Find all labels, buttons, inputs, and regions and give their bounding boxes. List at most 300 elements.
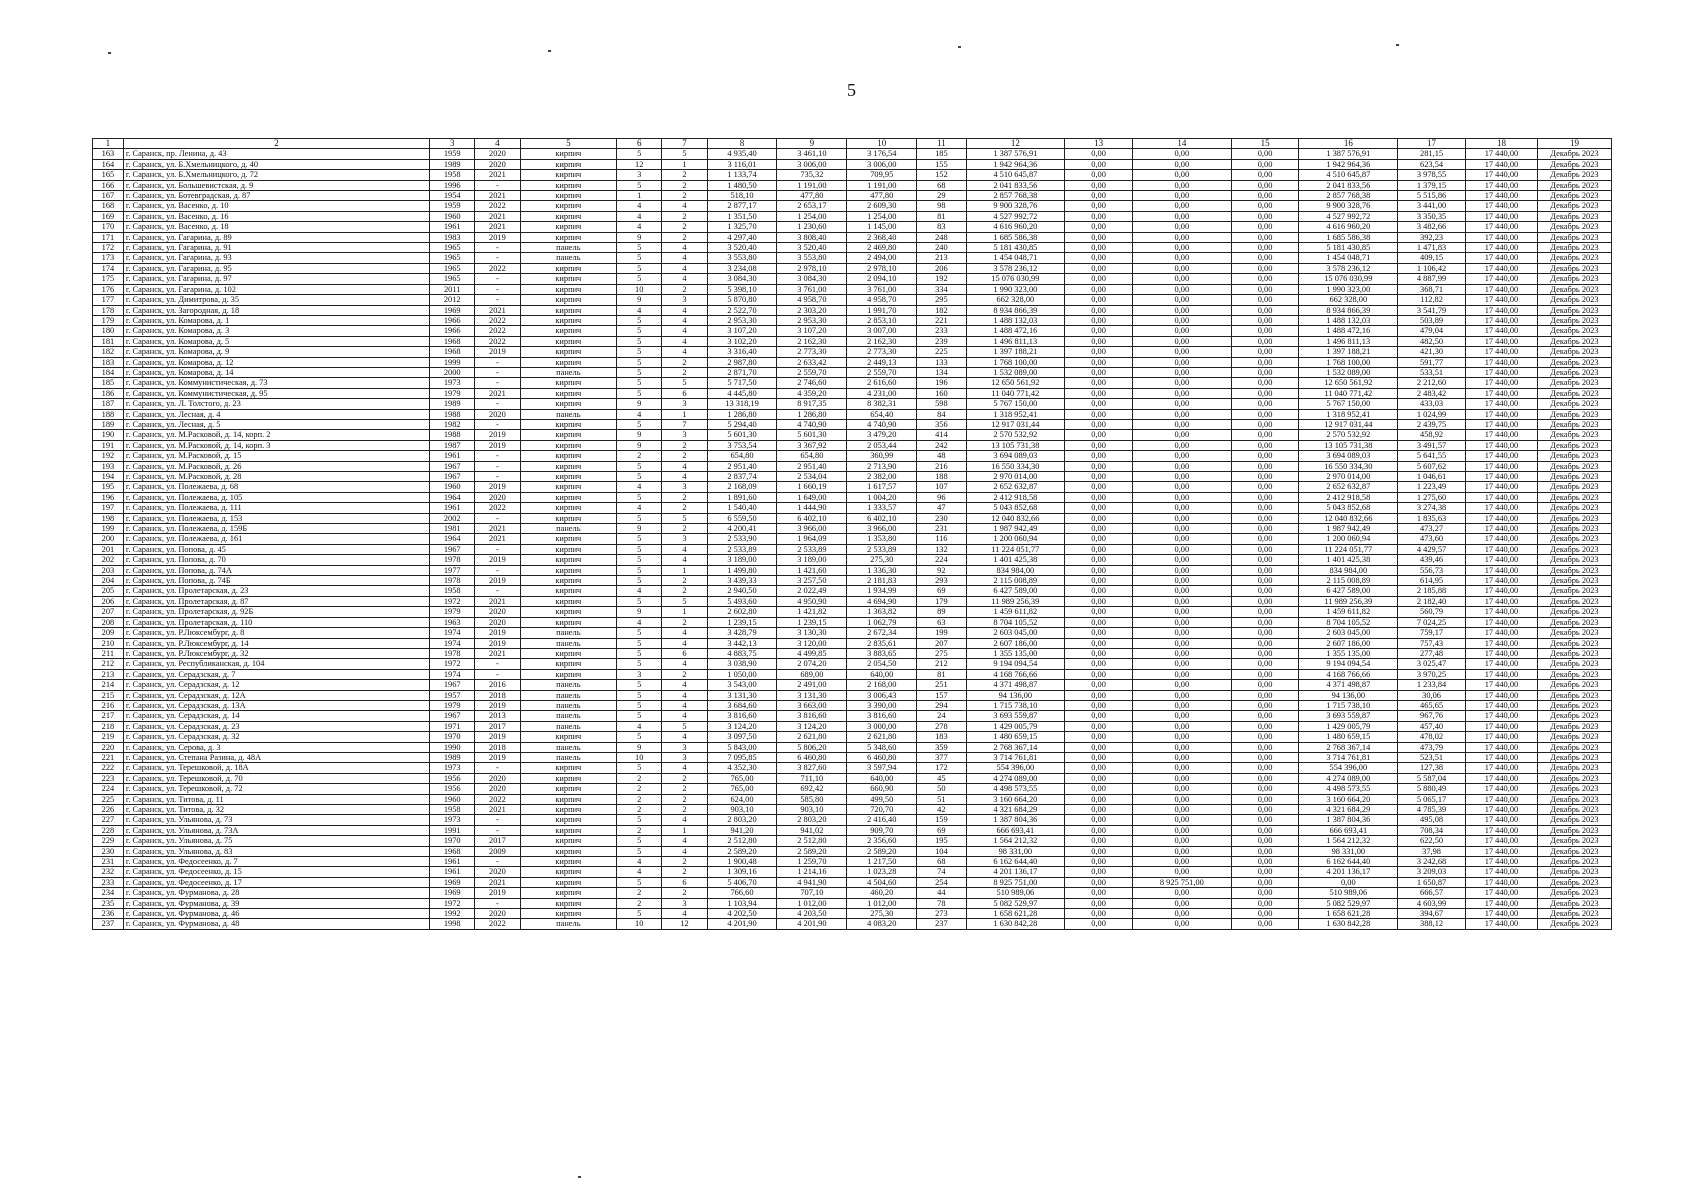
table-cell: 0,00 (1065, 784, 1133, 794)
table-cell: 78 (917, 898, 966, 908)
table-cell: 4 202,50 (707, 909, 777, 919)
table-cell: 735,32 (777, 170, 847, 180)
table-cell: 0,00 (1231, 721, 1299, 731)
table-cell: 45 (917, 773, 966, 783)
table-cell: 0,00 (1065, 222, 1133, 232)
table-cell: 0,00 (1065, 191, 1133, 201)
table-cell: 3 883,65 (847, 648, 917, 658)
table-cell: 5 601,30 (777, 430, 847, 440)
table-cell: 0,00 (1133, 628, 1232, 638)
table-cell: 17 440,00 (1465, 399, 1537, 409)
table-cell: 1 459 611,82 (966, 607, 1065, 617)
table-cell: 0,00 (1065, 336, 1133, 346)
table-cell: 1 318 952,41 (966, 409, 1065, 419)
table-cell: 1999 (430, 357, 475, 367)
table-cell: 3 966,00 (847, 524, 917, 534)
table-cell: Декабрь 2023 (1537, 492, 1611, 502)
table-cell: 2020 (475, 773, 520, 783)
table-cell: 4 (662, 201, 707, 211)
table-cell: 275,30 (847, 909, 917, 919)
table-cell: 0,00 (1133, 825, 1232, 835)
table-cell: 94 136,00 (966, 690, 1065, 700)
table-cell: 3 (662, 430, 707, 440)
table-row (93, 326, 1612, 336)
table-cell: 10 (617, 284, 662, 294)
table-cell: 1956 (430, 773, 475, 783)
table-cell: 2 094,10 (847, 274, 917, 284)
table-cell: 194 (93, 472, 124, 482)
table-cell: 15 076 030,99 (1299, 274, 1398, 284)
table-cell: 2 853,10 (847, 315, 917, 325)
table-cell: кирпич (520, 659, 617, 669)
table-cell: 2 (617, 805, 662, 815)
table-cell: 212 (917, 659, 966, 669)
address-cell: г. Саранск, ул. Терешковой, д. 18А (123, 763, 429, 773)
table-cell: 0,00 (1231, 180, 1299, 190)
table-cell: 196 (93, 492, 124, 502)
table-cell: 17 440,00 (1465, 596, 1537, 606)
table-cell: 235 (93, 898, 124, 908)
table-cell: 1 715 738,10 (1299, 700, 1398, 710)
table-cell: 0,00 (1231, 222, 1299, 232)
table-cell: 217 (93, 711, 124, 721)
table-cell: 1 353,80 (847, 534, 917, 544)
address-cell: г. Саранск, ул. Фурманова, д. 39 (123, 898, 429, 908)
table-cell: панель (520, 919, 617, 929)
table-cell: 3 (662, 742, 707, 752)
table-cell: 17 440,00 (1465, 742, 1537, 752)
table-cell: 1 835,63 (1398, 513, 1466, 523)
table-cell: 1 351,50 (707, 211, 777, 221)
table-cell: 666,57 (1398, 888, 1466, 898)
table-cell: 0,00 (1133, 659, 1232, 669)
table-cell: 1 991,70 (847, 305, 917, 315)
table-cell: 409,15 (1398, 253, 1466, 263)
table-row (93, 648, 1612, 658)
table-cell: 17 440,00 (1465, 513, 1537, 523)
table-cell: 6 (662, 877, 707, 887)
table-cell: - (475, 451, 520, 461)
table-cell: 0,00 (1065, 617, 1133, 627)
table-cell: 0,00 (1133, 503, 1232, 513)
table-cell: кирпич (520, 378, 617, 388)
table-row (93, 440, 1612, 450)
table-cell: кирпич (520, 326, 617, 336)
table-cell: 8 925 751,00 (1133, 877, 1232, 887)
table-cell: Декабрь 2023 (1537, 284, 1611, 294)
header-cell: 12 (966, 139, 1065, 149)
table-cell: - (475, 367, 520, 377)
table-cell: 17 440,00 (1465, 617, 1537, 627)
table-cell: 4 499,85 (777, 648, 847, 658)
table-cell: 2021 (475, 648, 520, 658)
table-cell: 2 181,83 (847, 576, 917, 586)
table-cell: 1 336,30 (847, 565, 917, 575)
table-cell: 3 (662, 295, 707, 305)
table-cell: 2 (662, 805, 707, 815)
table-cell: Декабрь 2023 (1537, 149, 1611, 159)
table-cell: 4 371 498,87 (966, 680, 1065, 690)
table-cell: 1 239,15 (707, 617, 777, 627)
table-cell: 132 (917, 544, 966, 554)
table-cell: 1960 (430, 482, 475, 492)
table-cell: кирпич (520, 222, 617, 232)
table-cell: 1 254,00 (847, 211, 917, 221)
table-cell: 17 440,00 (1465, 482, 1537, 492)
table-cell: 98 331,00 (966, 846, 1065, 856)
table-cell: 1 444,90 (777, 503, 847, 513)
table-cell: 0,00 (1065, 159, 1133, 169)
table-cell: - (475, 274, 520, 284)
address-cell: г. Саранск, ул. Попова, д. 70 (123, 555, 429, 565)
table-cell: 2 (617, 825, 662, 835)
table-cell: 0,00 (1133, 857, 1232, 867)
address-cell: г. Саранск, ул. Загородная, д. 18 (123, 305, 429, 315)
table-cell: 4 883,75 (707, 648, 777, 658)
table-cell: 1970 (430, 836, 475, 846)
table-cell: Декабрь 2023 (1537, 752, 1611, 762)
table-cell: 201 (93, 544, 124, 554)
header-cell: 3 (430, 139, 475, 149)
table-cell: 0,00 (1065, 576, 1133, 586)
table-cell: 2 602,80 (707, 607, 777, 617)
table-cell: 17 440,00 (1465, 586, 1537, 596)
table-cell: 2017 (475, 721, 520, 731)
table-cell: 17 440,00 (1465, 472, 1537, 482)
table-cell: 17 440,00 (1465, 430, 1537, 440)
table-cell: 157 (917, 690, 966, 700)
table-cell: 104 (917, 846, 966, 856)
table-cell: 209 (93, 628, 124, 638)
table-cell: 2 (662, 357, 707, 367)
table-cell: 17 440,00 (1465, 867, 1537, 877)
table-cell: 3 491,57 (1398, 440, 1466, 450)
table-cell: 1 363,82 (847, 607, 917, 617)
table-cell: 223 (93, 773, 124, 783)
table-cell: 3 097,50 (707, 732, 777, 742)
table-row (93, 222, 1612, 232)
table-cell: 0,00 (1231, 388, 1299, 398)
table-cell: 2 162,30 (847, 336, 917, 346)
table-cell: 2 803,20 (777, 815, 847, 825)
table-cell: 0,00 (1065, 180, 1133, 190)
table-cell: 0,00 (1133, 347, 1232, 357)
table-cell: Декабрь 2023 (1537, 648, 1611, 658)
table-cell: 2019 (475, 752, 520, 762)
table-row (93, 305, 1612, 315)
table-cell: 8 704 105,52 (1299, 617, 1398, 627)
table-cell: 4 950,90 (777, 596, 847, 606)
table-cell: 5 (662, 596, 707, 606)
table-cell: 0,00 (1065, 451, 1133, 461)
table-cell: 17 440,00 (1465, 419, 1537, 429)
table-cell: 0,00 (1231, 191, 1299, 201)
table-cell: 275,30 (847, 555, 917, 565)
table-cell: 2019 (475, 628, 520, 638)
table-cell: 1 942 964,36 (966, 159, 1065, 169)
table-cell: 1966 (430, 315, 475, 325)
table-cell: 17 440,00 (1465, 492, 1537, 502)
table-cell: 112,82 (1398, 295, 1466, 305)
table-cell: 63 (917, 617, 966, 627)
table-cell: Декабрь 2023 (1537, 243, 1611, 253)
table-cell: 204 (93, 576, 124, 586)
table-cell: 5 (617, 378, 662, 388)
table-cell: 84 (917, 409, 966, 419)
table-cell: 13 105 731,38 (966, 440, 1065, 450)
table-cell: 5 767 150,00 (966, 399, 1065, 409)
table-cell: 2 837,74 (707, 472, 777, 482)
table-row (93, 243, 1612, 253)
table-cell: 4 935,40 (707, 149, 777, 159)
table-cell: 17 440,00 (1465, 409, 1537, 419)
table-cell: 0,00 (1231, 461, 1299, 471)
table-cell: 4 (662, 815, 707, 825)
table-cell: - (475, 472, 520, 482)
table-cell: 2019 (475, 430, 520, 440)
table-cell: 5 (617, 326, 662, 336)
table-cell: 160 (917, 388, 966, 398)
address-cell: г. Саранск, ул. Фурманова, д. 28 (123, 888, 429, 898)
table-cell: 224 (93, 784, 124, 794)
table-cell: 4 201 136,17 (1299, 867, 1398, 877)
table-cell: 4 (662, 732, 707, 742)
table-cell: 2 978,10 (847, 263, 917, 273)
table-cell: - (475, 419, 520, 429)
table-cell: 3 038,90 (707, 659, 777, 669)
table-cell: 4 (662, 555, 707, 565)
table-cell: 660,90 (847, 784, 917, 794)
table-cell: панель (520, 711, 617, 721)
table-cell: панель (520, 367, 617, 377)
table-cell: кирпич (520, 274, 617, 284)
table-cell: 17 440,00 (1465, 295, 1537, 305)
table-cell: Декабрь 2023 (1537, 576, 1611, 586)
table-cell: 3 694 089,03 (966, 451, 1065, 461)
table-row (93, 628, 1612, 638)
table-cell: 0,00 (1133, 409, 1232, 419)
table-cell: 4 887,99 (1398, 274, 1466, 284)
table-cell: 0,00 (1231, 607, 1299, 617)
table-cell: 1 987 942,49 (1299, 524, 1398, 534)
address-cell: г. Саранск, ул. Титова, д. 32 (123, 805, 429, 815)
table-cell: 0,00 (1231, 857, 1299, 867)
table-cell: 17 440,00 (1465, 284, 1537, 294)
table-cell: 2 559,70 (847, 367, 917, 377)
table-cell: 94 136,00 (1299, 690, 1398, 700)
address-cell: г. Саранск, ул. Р.Люксембург, д. 8 (123, 628, 429, 638)
table-row (93, 399, 1612, 409)
table-cell: 4 (617, 409, 662, 419)
table-cell: 2 653,17 (777, 201, 847, 211)
table-cell: 230 (917, 513, 966, 523)
address-cell: г. Саранск, ул. Пролетарская, д. 23 (123, 586, 429, 596)
header-cell: 16 (1299, 139, 1398, 149)
table-cell: 1961 (430, 451, 475, 461)
table-cell: 2021 (475, 877, 520, 887)
table-cell: 0,00 (1231, 253, 1299, 263)
table-cell: - (475, 284, 520, 294)
table-cell: Декабрь 2023 (1537, 513, 1611, 523)
table-cell: 248 (917, 232, 966, 242)
table-cell: 1959 (430, 201, 475, 211)
table-cell: 17 440,00 (1465, 877, 1537, 887)
table-cell: 5 (617, 846, 662, 856)
table-cell: кирпич (520, 732, 617, 742)
table-cell: 2021 (475, 388, 520, 398)
table-cell: 5 (662, 149, 707, 159)
table-cell: 11 040 771,42 (1299, 388, 1398, 398)
table-cell: 237 (917, 919, 966, 929)
table-cell: Декабрь 2023 (1537, 222, 1611, 232)
table-cell: 3 390,00 (847, 700, 917, 710)
table-cell: Декабрь 2023 (1537, 867, 1611, 877)
table-cell: 2017 (475, 836, 520, 846)
table-cell: 1965 (430, 274, 475, 284)
table-cell: 0,00 (1065, 773, 1133, 783)
table-cell: 4 740,90 (847, 419, 917, 429)
table-cell: 51 (917, 794, 966, 804)
table-cell: 0,00 (1231, 700, 1299, 710)
table-cell: 0,00 (1133, 191, 1232, 201)
table-cell: 0,00 (1065, 555, 1133, 565)
table-cell: 3 350,35 (1398, 211, 1466, 221)
table-cell: Декабрь 2023 (1537, 524, 1611, 534)
table-cell: 1967 (430, 680, 475, 690)
table-cell: - (475, 763, 520, 773)
table-cell: 3 482,66 (1398, 222, 1466, 232)
table-cell: 1972 (430, 596, 475, 606)
table-cell: 4 504,60 (847, 877, 917, 887)
table-cell: 17 440,00 (1465, 451, 1537, 461)
table-cell: 17 440,00 (1465, 336, 1537, 346)
table-cell: 17 440,00 (1465, 576, 1537, 586)
table-cell: 2 (617, 784, 662, 794)
table-cell: 0,00 (1065, 378, 1133, 388)
table-cell: Декабрь 2023 (1537, 274, 1611, 284)
table-cell: кирпич (520, 419, 617, 429)
table-cell: 0,00 (1133, 648, 1232, 658)
table-cell: 5 (617, 576, 662, 586)
table-cell: 640,00 (847, 773, 917, 783)
table-cell: 2 412 918,58 (966, 492, 1065, 502)
table-cell: кирпич (520, 482, 617, 492)
table-cell: 3 966,00 (777, 524, 847, 534)
table-cell: 17 440,00 (1465, 648, 1537, 658)
table-cell: 0,00 (1133, 253, 1232, 263)
table-cell: панель (520, 628, 617, 638)
table-cell: 2018 (475, 690, 520, 700)
table-cell: 17 440,00 (1465, 846, 1537, 856)
table-cell: 68 (917, 180, 966, 190)
table-row (93, 846, 1612, 856)
table-cell: 0,00 (1133, 180, 1232, 190)
table-cell: 0,00 (1065, 596, 1133, 606)
table-cell: 765,00 (707, 773, 777, 783)
table-cell: 0,00 (1133, 357, 1232, 367)
table-row (93, 898, 1612, 908)
table-cell: 0,00 (1231, 472, 1299, 482)
table-cell: 2018 (475, 742, 520, 752)
table-cell: 17 440,00 (1465, 315, 1537, 325)
table-cell: 2 603 045,00 (1299, 628, 1398, 638)
address-cell: г. Саранск, ул. Федосеенко, д. 7 (123, 857, 429, 867)
table-cell: 1 355 135,00 (1299, 648, 1398, 658)
address-cell: г. Саранск, ул. Васенко, д. 18 (123, 222, 429, 232)
table-cell: 5 717,50 (707, 378, 777, 388)
table-cell: 1 942 964,36 (1299, 159, 1398, 169)
table-cell: 0,00 (1133, 159, 1232, 169)
table-cell: 5 767 150,00 (1299, 399, 1398, 409)
table-cell: 967,76 (1398, 711, 1466, 721)
table-cell: 0,00 (1065, 763, 1133, 773)
table-cell: 1 488 132,03 (966, 315, 1065, 325)
table-cell: 0,00 (1065, 846, 1133, 856)
table-cell: Декабрь 2023 (1537, 544, 1611, 554)
table-cell: 2 162,30 (777, 336, 847, 346)
table-cell: 0,00 (1231, 149, 1299, 159)
table-cell: 3 116,01 (707, 159, 777, 169)
table-cell: 210 (93, 638, 124, 648)
table-cell: 6 (662, 648, 707, 658)
table-cell: Декабрь 2023 (1537, 482, 1611, 492)
table-row (93, 857, 1612, 867)
table-cell: 3 428,79 (707, 628, 777, 638)
address-cell: г. Саранск, ул. Ботевградская, д. 87 (123, 191, 429, 201)
table-cell: 17 440,00 (1465, 326, 1537, 336)
table-cell: 0,00 (1133, 867, 1232, 877)
table-cell: кирпич (520, 159, 617, 169)
table-cell: Декабрь 2023 (1537, 388, 1611, 398)
table-cell: 167 (93, 191, 124, 201)
table-row (93, 805, 1612, 815)
table-cell: 2 533,89 (707, 544, 777, 554)
table-row (93, 700, 1612, 710)
table-cell: 5 (617, 815, 662, 825)
table-cell: 5 (662, 513, 707, 523)
table-cell: кирпич (520, 149, 617, 159)
table-cell: 5 806,20 (777, 742, 847, 752)
table-cell: 1954 (430, 191, 475, 201)
table-cell: 3 761,00 (777, 284, 847, 294)
table-cell: 1 658 621,28 (966, 909, 1065, 919)
table-row (93, 201, 1612, 211)
table-cell: 2 609,30 (847, 201, 917, 211)
table-cell: 0,00 (1231, 742, 1299, 752)
table-cell: 228 (93, 825, 124, 835)
table-cell: 0,00 (1133, 805, 1232, 815)
table-cell: 17 440,00 (1465, 149, 1537, 159)
table-cell: 294 (917, 700, 966, 710)
table-cell: 17 440,00 (1465, 763, 1537, 773)
table-cell: 0,00 (1065, 263, 1133, 273)
table-cell: 2 (662, 180, 707, 190)
table-cell: 5 (617, 565, 662, 575)
table-cell: 214 (93, 680, 124, 690)
header-row (93, 139, 1612, 149)
address-cell: г. Саранск, ул. Ульянова, д. 73 (123, 815, 429, 825)
table-cell: 4 (662, 628, 707, 638)
table-cell: 10 (617, 919, 662, 929)
table-cell: 199 (917, 628, 966, 638)
table-cell: 191 (93, 440, 124, 450)
table-cell: 81 (917, 669, 966, 679)
table-cell: 1965 (430, 263, 475, 273)
table-cell: 0,00 (1133, 846, 1232, 856)
table-cell: 1959 (430, 149, 475, 159)
table-cell: 2 303,20 (777, 305, 847, 315)
table-cell: 29 (917, 191, 966, 201)
